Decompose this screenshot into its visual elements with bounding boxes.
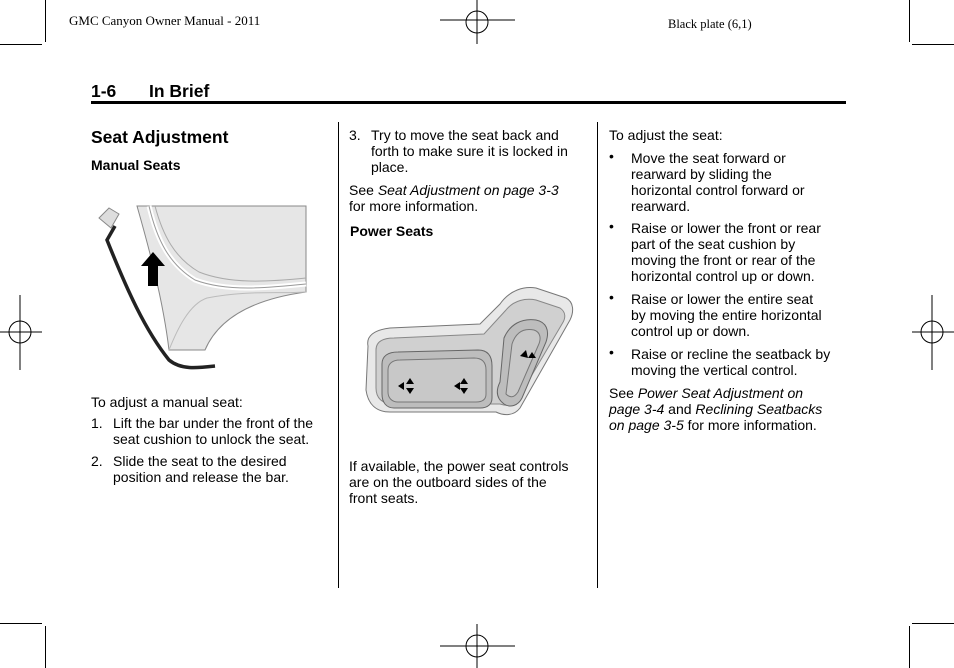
- cross-reference-link[interactable]: Seat Adjustment on page 3-3: [377, 182, 559, 198]
- bullet-text: rearward by sliding the: [631, 166, 772, 182]
- bullet-text: rearward.: [631, 198, 691, 214]
- header-right: Black plate (6,1): [668, 17, 752, 31]
- caption-line: If available, the power seat controls: [349, 458, 569, 474]
- bullet-text: part of the seat cushion by: [631, 236, 796, 252]
- manual-seat-intro: To adjust a manual seat:: [91, 394, 243, 410]
- bullet: •: [609, 289, 614, 305]
- subheading-power-seats: Power Seats: [350, 223, 434, 239]
- crop-mark: [909, 0, 910, 42]
- bullet-text: by moving the entire horizontal: [631, 307, 822, 323]
- cross-reference-link[interactable]: page 3-4: [609, 401, 665, 417]
- cross-reference-link[interactable]: on page 3-5: [609, 417, 684, 433]
- column-divider: [597, 122, 598, 588]
- power-seat-caption: [349, 458, 568, 506]
- step-number: 1.: [91, 415, 103, 431]
- bullet-text: moving the vertical control.: [631, 362, 798, 378]
- page-title: Seat Adjustment: [91, 127, 229, 147]
- bullet-text: Move the seat forward or: [631, 150, 786, 166]
- step-number: 3.: [349, 127, 361, 143]
- registration-mark-top: [440, 0, 515, 44]
- step-text: position and release the bar.: [113, 469, 289, 485]
- step-text: Slide the seat to the desired: [113, 453, 287, 469]
- header-rule: [91, 101, 846, 104]
- see-and: and: [664, 401, 696, 417]
- crop-mark: [45, 626, 46, 668]
- header-left: GMC Canyon Owner Manual - 2011: [69, 13, 261, 28]
- bullet-text: horizontal control forward or: [631, 182, 805, 198]
- bullet-text: control up or down.: [631, 323, 751, 339]
- bullet-text: Raise or lower the entire seat: [631, 291, 814, 307]
- step-text: Lift the bar under the front of the: [113, 415, 314, 431]
- cross-reference-link[interactable]: Reclining Seatbacks: [695, 401, 823, 417]
- bullet-text: moving the front or rear of the: [631, 252, 816, 268]
- power-seat-controls-illustration: [360, 286, 576, 418]
- bullet-text: horizontal control up or down.: [631, 268, 815, 284]
- column-divider: [338, 122, 339, 588]
- registration-mark-left: [0, 295, 42, 370]
- section-number: 1-6: [91, 81, 117, 101]
- see-reference: [349, 182, 559, 214]
- bullet: •: [609, 344, 614, 360]
- bullet-text: Raise or recline the seatback by: [631, 346, 831, 362]
- registration-mark-right: [912, 295, 954, 370]
- manual-seat-illustration: [97, 200, 309, 378]
- crop-mark: [0, 623, 42, 624]
- see-prefix: See: [349, 182, 378, 198]
- bullet-text: Raise or lower the front or rear: [631, 220, 821, 236]
- step-text: seat cushion to unlock the seat.: [113, 431, 310, 447]
- crop-mark: [912, 623, 954, 624]
- crop-mark: [0, 44, 42, 45]
- step-text: place.: [371, 159, 409, 175]
- crop-mark: [912, 44, 954, 45]
- registration-mark-bottom: [440, 624, 515, 668]
- see-reference: [609, 385, 822, 433]
- section-heading: [91, 81, 209, 102]
- crop-mark: [45, 0, 46, 42]
- step-number: 2.: [91, 453, 103, 469]
- step-text: forth to make sure it is locked in: [371, 143, 568, 159]
- bullet: •: [609, 218, 614, 234]
- see-prefix: See: [609, 385, 638, 401]
- cross-reference-link[interactable]: Power Seat Adjustment on: [637, 385, 804, 401]
- crop-mark: [909, 626, 910, 668]
- section-title: In Brief: [149, 81, 210, 101]
- caption-line: front seats.: [349, 490, 419, 506]
- step-text: Try to move the seat back and: [371, 127, 559, 143]
- caption-line: are on the outboard sides of the: [349, 474, 547, 490]
- see-suffix: for more information.: [683, 417, 817, 433]
- see-suffix: for more information.: [349, 198, 479, 214]
- power-seat-intro: To adjust the seat:: [609, 127, 723, 143]
- subheading-manual-seats: Manual Seats: [91, 157, 181, 173]
- bullet: •: [609, 148, 614, 164]
